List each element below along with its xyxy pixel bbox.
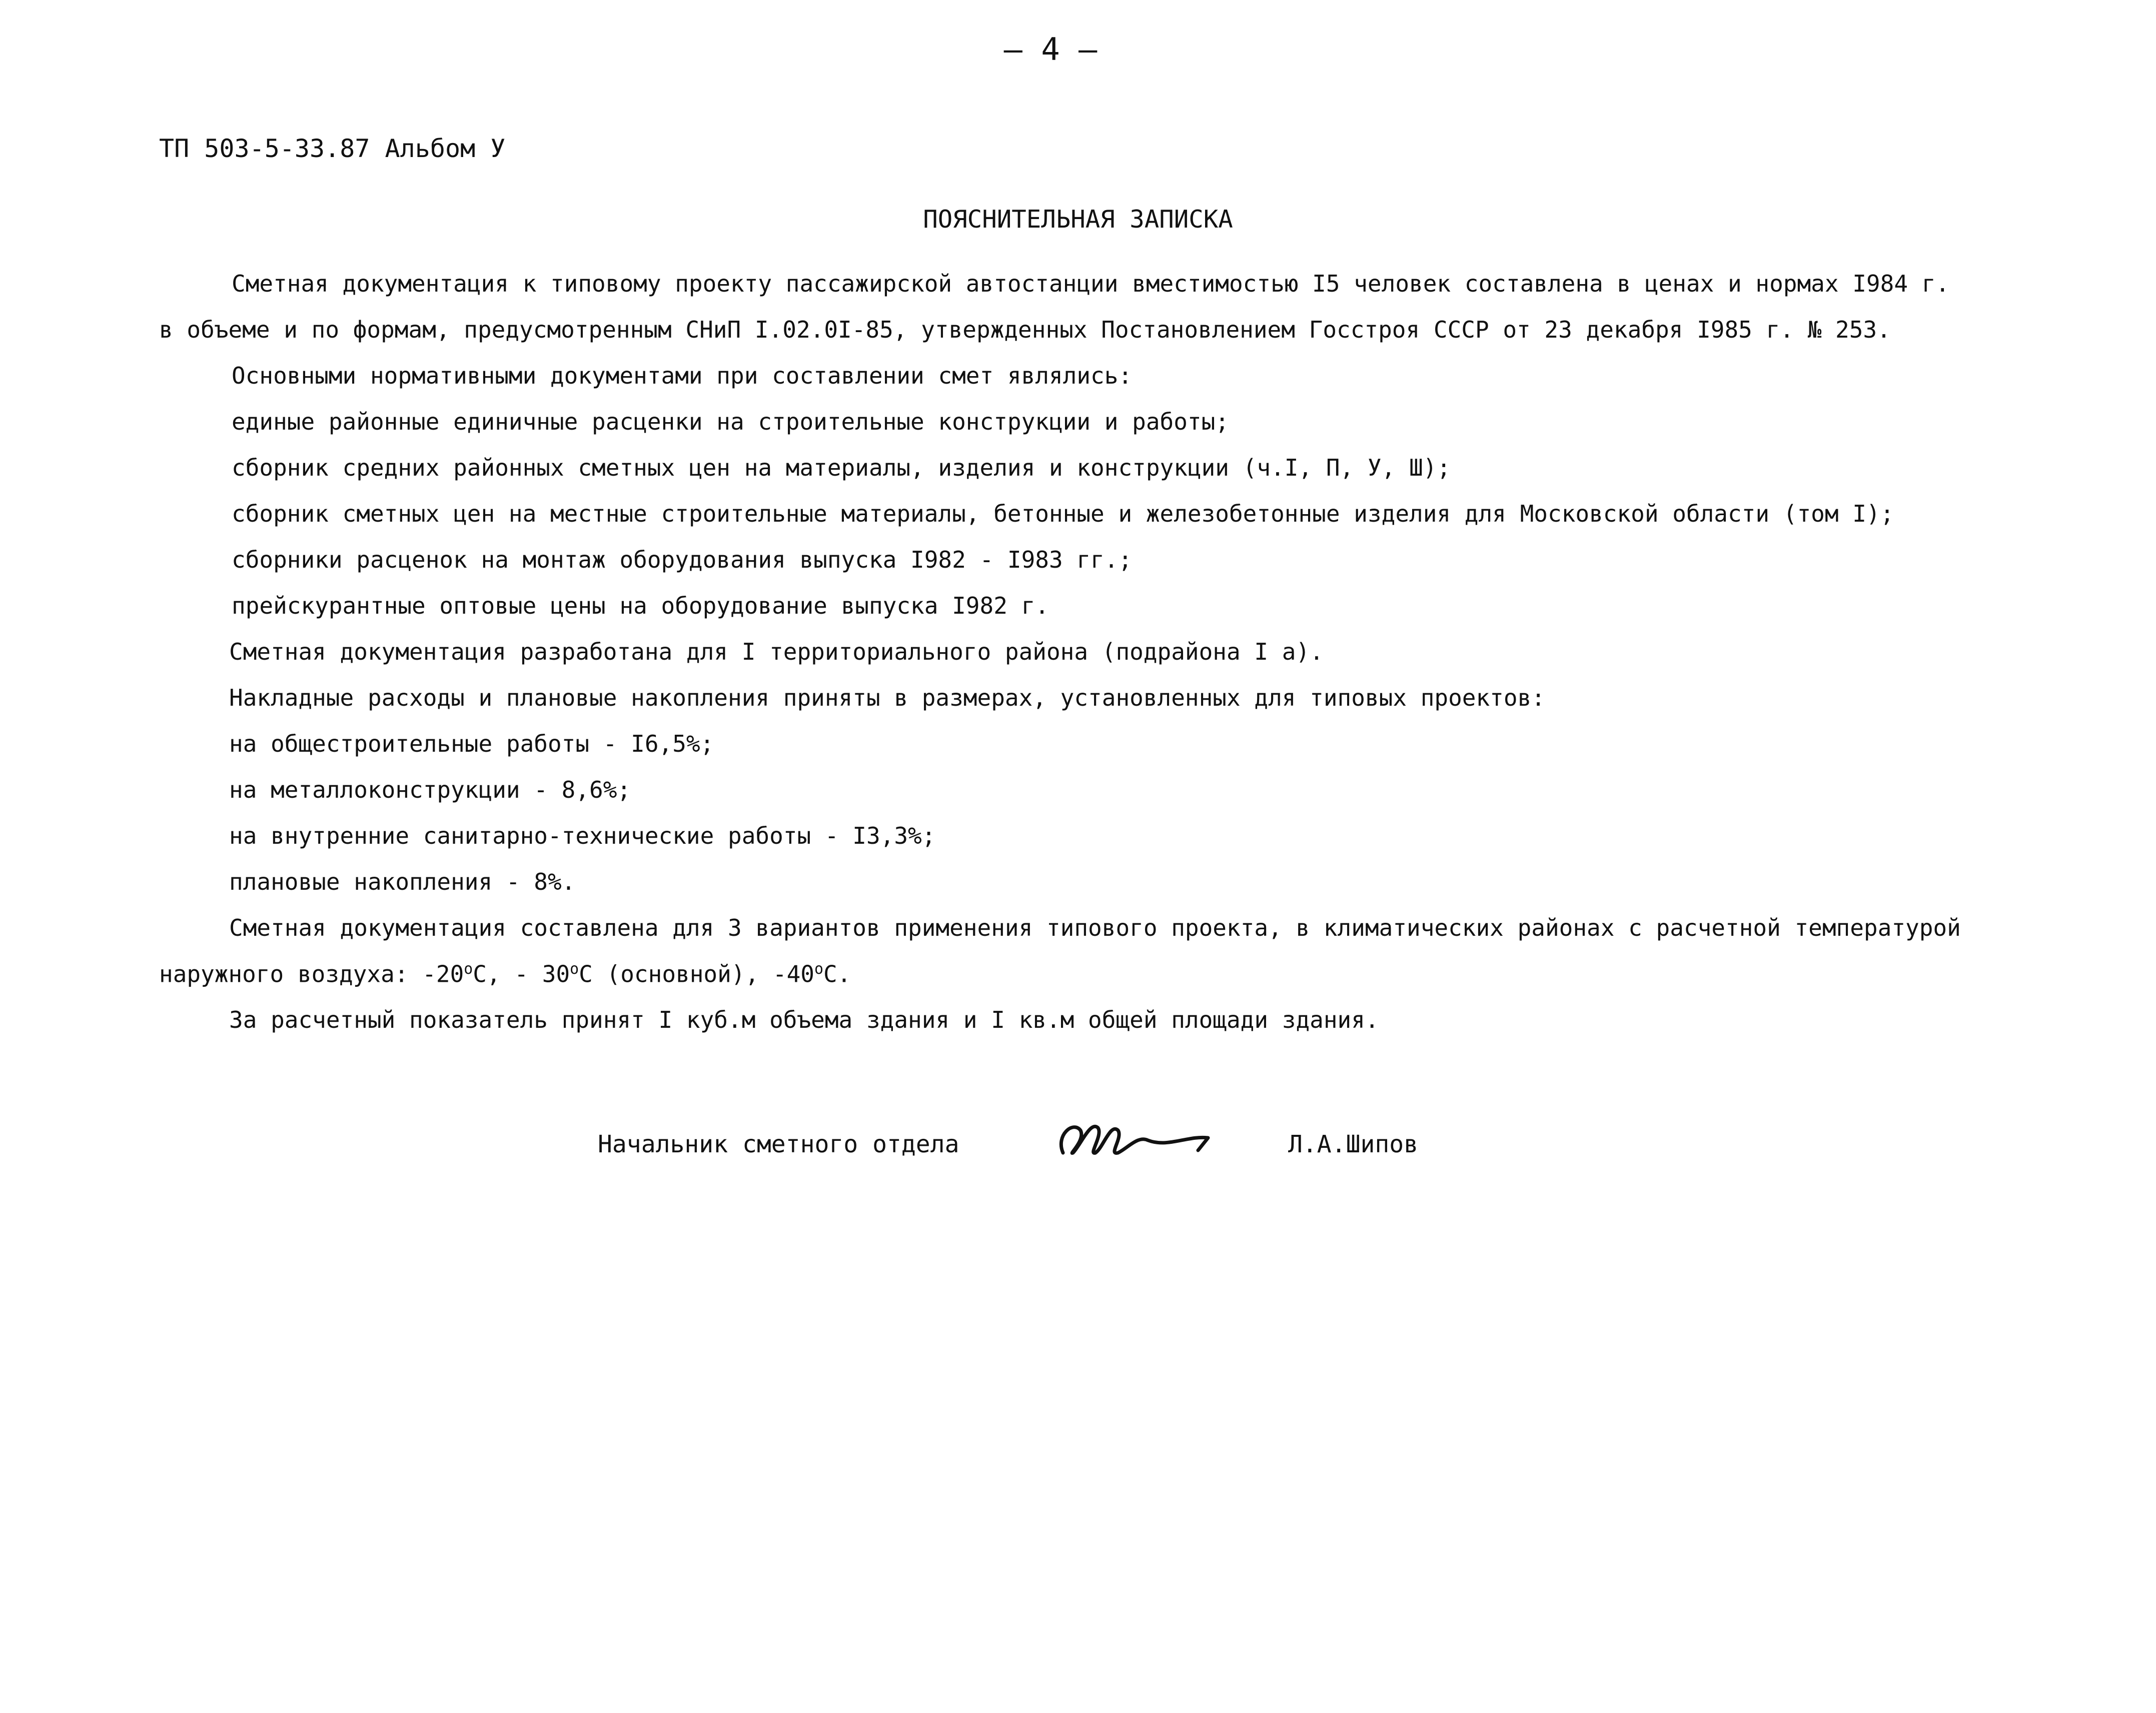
document-title: ПОЯСНИТЕЛЬНАЯ ЗАПИСКА bbox=[923, 205, 1233, 234]
list-item: на металлоконструкции - 8,6%; bbox=[229, 776, 631, 803]
list-item: плановые накопления - 8%. bbox=[229, 868, 576, 895]
list-item: сборник сметных цен на местные строительные материалы, бетонные и железобетонные изделия для Московской области (том I); bbox=[232, 500, 1894, 527]
signature-name: Л.А.Шипов bbox=[1288, 1130, 1419, 1158]
handwritten-signature bbox=[1053, 1105, 1218, 1170]
list-item: на общестроительные работы - I6,5%; bbox=[229, 730, 714, 757]
list-item: на внутренние санитарно-технические работы - I3,3%; bbox=[229, 822, 936, 849]
list-item: сборники расценок на монтаж оборудования выпуска I982 - I983 гг.; bbox=[232, 546, 1133, 573]
document-code: ТП 503-5-33.87 Альбом У bbox=[159, 134, 506, 163]
temp-text: наружного воздуха: -20 bbox=[159, 960, 464, 988]
signature-role: Начальник сметного отдела bbox=[598, 1130, 959, 1158]
signature-block bbox=[598, 1105, 1548, 1175]
paragraph-line: Накладные расходы и плановые накопления приняты в размерах, установленных для типовых проектов: bbox=[229, 684, 1545, 711]
paragraph-line: За расчетный показатель принят I куб.м объема здания и I кв.м общей площади здания. bbox=[229, 1006, 1379, 1033]
temp-text: С (основной), -40 bbox=[579, 960, 814, 988]
paragraph-line: в объеме и по формам, предусмотренным СНиП I.02.0I-85, утвержденных Постановлением Госстроя СССР от 23 декабря I985 г. № 253. bbox=[159, 316, 1891, 343]
list-item: прейскурантные оптовые цены на оборудование выпуска I982 г. bbox=[232, 592, 1049, 619]
paragraph-line: Сметная документация составлена для 3 вариантов применения типового проекта, в климатических районах с расчетной температурой bbox=[229, 914, 1961, 941]
degree-sign: о bbox=[570, 960, 579, 978]
paragraph-line: Основными нормативными документами при составлении смет являлись: bbox=[232, 362, 1133, 389]
list-item: единые районные единичные расценки на строительные конструкции и работы; bbox=[232, 408, 1229, 435]
paragraph-line: Сметная документация к типовому проекту пассажирской автостанции вместимостью I5 человек составлена в ценах и нормах I984 г. bbox=[232, 270, 1950, 297]
page-number: – 4 – bbox=[1003, 31, 1098, 68]
degree-sign: о bbox=[464, 960, 473, 978]
list-item: сборник средних районных сметных цен на материалы, изделия и конструкции (ч.I, П, У, Ш); bbox=[232, 454, 1451, 481]
temp-text: С. bbox=[823, 960, 851, 988]
degree-sign: о bbox=[814, 960, 823, 978]
paragraph-line: Сметная документация разработана для I территориального района (подрайона I а). bbox=[229, 638, 1324, 665]
temp-text: С, - 30 bbox=[473, 960, 570, 988]
temperature-line bbox=[159, 960, 851, 987]
